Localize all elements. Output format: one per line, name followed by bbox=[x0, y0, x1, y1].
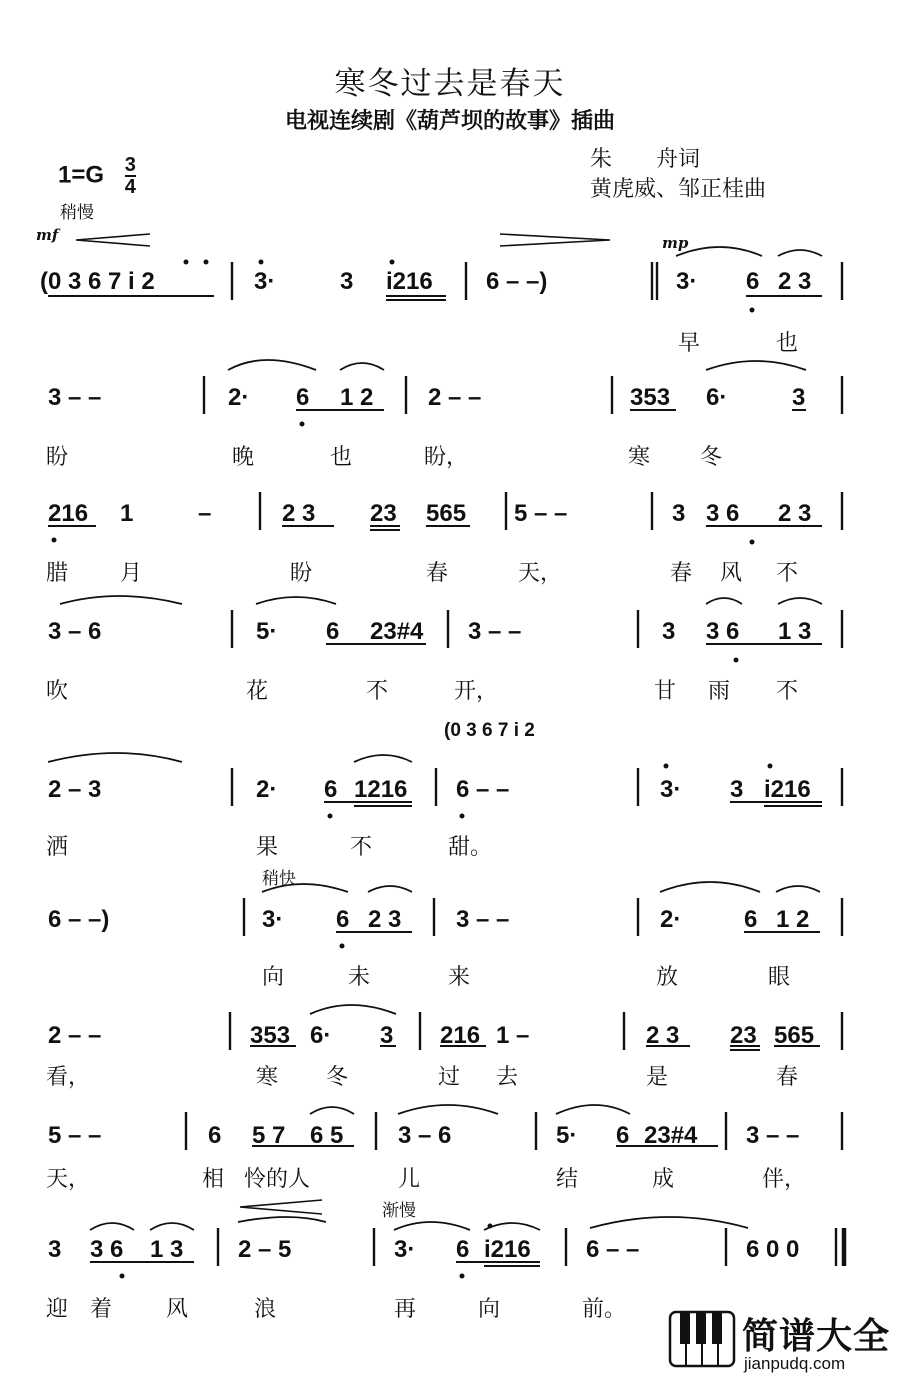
lyric: 浪 bbox=[254, 1297, 277, 1322]
lyric: 也 bbox=[776, 331, 799, 356]
note: 3· bbox=[262, 906, 284, 933]
song-subtitle: 电视连续剧《葫芦坝的故事》插曲 bbox=[284, 109, 615, 134]
lyric: 洒 bbox=[46, 835, 69, 860]
lyric: 向 bbox=[262, 965, 285, 990]
note: 3 bbox=[730, 776, 744, 803]
note: – bbox=[198, 500, 212, 527]
piano-keys-icon bbox=[668, 1310, 738, 1370]
note: 6 bbox=[324, 776, 338, 803]
note-group: 3 – 6 bbox=[398, 1122, 452, 1149]
dynamic-mf: mf bbox=[36, 226, 59, 244]
note-group: 2 – 5 bbox=[238, 1236, 292, 1263]
lyric: 风 bbox=[166, 1297, 189, 1322]
lyric: 伴， bbox=[762, 1167, 807, 1192]
note-group: i216 bbox=[764, 776, 811, 803]
note: 6 bbox=[326, 618, 340, 645]
lyric: 怜的人 bbox=[244, 1167, 311, 1192]
lyric: 成 bbox=[652, 1167, 675, 1192]
lyric: 结 bbox=[556, 1167, 579, 1192]
note: 3 bbox=[48, 1236, 62, 1263]
tempo-mark-faster: 稍快 bbox=[262, 869, 296, 889]
tempo-mark-start: 稍慢 bbox=[60, 203, 94, 223]
note-group: 23 bbox=[730, 1022, 757, 1049]
lyric: 再 bbox=[394, 1297, 417, 1322]
note-group: 353 bbox=[250, 1022, 291, 1049]
note-group: 5 – – bbox=[48, 1122, 102, 1149]
note-group: 3 – – bbox=[468, 618, 522, 645]
note: 3 bbox=[672, 500, 686, 527]
note: 3· bbox=[394, 1236, 416, 1263]
note-group: 6 – – bbox=[586, 1236, 640, 1263]
lyric: 冬 bbox=[326, 1065, 349, 1090]
note: 3· bbox=[254, 268, 276, 295]
lyricist-credit: 朱 舟词 bbox=[590, 147, 701, 172]
lyric: 风 bbox=[720, 561, 743, 586]
lyric: 不 bbox=[776, 561, 799, 586]
note-group: 2 – – bbox=[48, 1022, 102, 1049]
song-title: 寒冬过去是春天 bbox=[334, 66, 566, 102]
note-group: 1 – bbox=[496, 1022, 530, 1049]
note: 3· bbox=[676, 268, 698, 295]
lyric: 冬 bbox=[700, 445, 723, 470]
lyric: 不 bbox=[776, 679, 799, 704]
lyric: 花 bbox=[246, 679, 269, 704]
note-group: 3 – – bbox=[48, 384, 102, 411]
lyric: 晚 bbox=[232, 445, 255, 470]
note-group: 1216 bbox=[354, 776, 408, 803]
note-group: i216 bbox=[484, 1236, 531, 1263]
note-group: 3 6 bbox=[706, 618, 740, 645]
lyric: 是 bbox=[646, 1065, 669, 1090]
note: 6 bbox=[208, 1122, 222, 1149]
logo-text: 简谱大全 bbox=[742, 1316, 891, 1357]
lyric: 也 bbox=[330, 445, 353, 470]
note-group: 2 3 bbox=[368, 906, 402, 933]
lyric: 儿 bbox=[398, 1167, 421, 1192]
note-group: 1 2 bbox=[340, 384, 374, 411]
note-group: 5 7 bbox=[252, 1122, 286, 1149]
note: 6 bbox=[456, 1236, 470, 1263]
lyric: 月 bbox=[120, 561, 143, 586]
note-group: 1 2 bbox=[776, 906, 810, 933]
composer-credit: 黄虎威、邹正桂曲 bbox=[590, 177, 767, 202]
note-group: (0 3 6 7 i 2 bbox=[444, 720, 535, 741]
lyric: 相 bbox=[202, 1167, 225, 1192]
note-group: 6 – –) bbox=[48, 906, 110, 933]
lyric: 来 bbox=[448, 965, 471, 990]
note-group: 23 bbox=[370, 500, 397, 527]
note-group: 23#4 bbox=[370, 618, 424, 645]
note: 2· bbox=[228, 384, 250, 411]
note-group: 6 – –) bbox=[486, 268, 548, 295]
lyric: 着 bbox=[90, 1297, 113, 1322]
note: 3 bbox=[662, 618, 676, 645]
lyric: 盼 bbox=[46, 445, 69, 470]
note-group: 565 bbox=[426, 500, 467, 527]
note-group: i216 bbox=[386, 268, 433, 295]
note-group: 3 – – bbox=[746, 1122, 800, 1149]
lyric: 早 bbox=[678, 331, 701, 356]
lyric: 眼 bbox=[768, 965, 791, 990]
lyric: 春 bbox=[776, 1065, 799, 1090]
lyric: 开， bbox=[454, 679, 499, 704]
lyric: 天， bbox=[46, 1167, 91, 1192]
lyric: 雨 bbox=[708, 679, 731, 704]
lyric: 春 bbox=[670, 561, 693, 586]
note: 6· bbox=[706, 384, 728, 411]
note-group: 2 3 bbox=[778, 268, 812, 295]
lyric: 迎 bbox=[46, 1297, 69, 1322]
lyric: 盼， bbox=[424, 445, 469, 470]
note: 5· bbox=[256, 618, 278, 645]
lyric: 甜。 bbox=[448, 835, 493, 860]
note: 6 bbox=[296, 384, 310, 411]
note-group: 2 3 bbox=[282, 500, 316, 527]
note-group: (0 3 6 7 i 2 bbox=[40, 268, 155, 295]
note-group: 216 bbox=[48, 500, 89, 527]
lyric: 放 bbox=[656, 965, 679, 990]
note: 6 bbox=[746, 268, 760, 295]
note: 2· bbox=[660, 906, 682, 933]
note: 6 bbox=[744, 906, 758, 933]
note: 3 bbox=[792, 384, 806, 411]
dynamic-mp: mp bbox=[662, 234, 689, 252]
lyric: 果 bbox=[256, 835, 279, 860]
lyric: 向 bbox=[478, 1297, 501, 1322]
note-group: 565 bbox=[774, 1022, 815, 1049]
note-group: 216 bbox=[440, 1022, 481, 1049]
lyric: 吹 bbox=[46, 679, 69, 704]
note-group: 3 – – bbox=[456, 906, 510, 933]
note: 6 bbox=[336, 906, 350, 933]
lyric: 天， bbox=[518, 561, 563, 586]
note: 2· bbox=[256, 776, 278, 803]
note: 3· bbox=[660, 776, 682, 803]
lyric: 寒 bbox=[628, 445, 651, 470]
note-group: 2 – – bbox=[428, 384, 482, 411]
lyric: 不 bbox=[350, 835, 373, 860]
note: 1 bbox=[120, 500, 134, 527]
lyric: 看， bbox=[46, 1065, 91, 1090]
barlines bbox=[186, 262, 844, 1266]
note-group: 6 0 0 bbox=[746, 1236, 800, 1263]
note-group: 2 3 bbox=[778, 500, 812, 527]
note-group: 3 – 6 bbox=[48, 618, 102, 645]
note: 6 bbox=[616, 1122, 630, 1149]
note-group: 5 – – bbox=[514, 500, 568, 527]
note-group: 3 6 bbox=[90, 1236, 124, 1263]
time-sig-bottom: 4 bbox=[124, 176, 136, 198]
watermark-logo bbox=[668, 1306, 898, 1378]
octave-dots bbox=[52, 260, 773, 1279]
note-group: 2 3 bbox=[646, 1022, 680, 1049]
note-group: 23#4 bbox=[644, 1122, 698, 1149]
note: 3 bbox=[340, 268, 354, 295]
dynamics-hairpins bbox=[76, 234, 610, 1214]
lyric: 腊 bbox=[46, 561, 69, 586]
note-group: 1 3 bbox=[150, 1236, 184, 1263]
lyric: 盼 bbox=[290, 561, 313, 586]
time-sig-top: 3 bbox=[124, 154, 136, 176]
lyric: 春 bbox=[426, 561, 449, 586]
lyric: 去 bbox=[496, 1065, 519, 1090]
key-label: 1=G bbox=[58, 161, 105, 189]
lyric: 寒 bbox=[256, 1065, 279, 1090]
note-group: 353 bbox=[630, 384, 671, 411]
lyric: 前。 bbox=[582, 1297, 627, 1322]
note-group: 3 6 bbox=[706, 500, 740, 527]
lyric: 不 bbox=[366, 679, 389, 704]
slurs bbox=[48, 247, 822, 1230]
note-group: 2 – 3 bbox=[48, 776, 102, 803]
note-group: 6 – – bbox=[456, 776, 510, 803]
lyric: 过 bbox=[438, 1065, 461, 1090]
note-group: 1 3 bbox=[778, 618, 812, 645]
note: 6· bbox=[310, 1022, 332, 1049]
site-url: jianpudq.com bbox=[744, 1354, 846, 1373]
lyric: 甘 bbox=[654, 679, 677, 704]
note: 5· bbox=[556, 1122, 578, 1149]
lyric: 未 bbox=[348, 965, 371, 990]
note-group: 6 5 bbox=[310, 1122, 344, 1149]
note: 3 bbox=[380, 1022, 394, 1049]
tempo-mark-slower: 渐慢 bbox=[382, 1201, 416, 1221]
